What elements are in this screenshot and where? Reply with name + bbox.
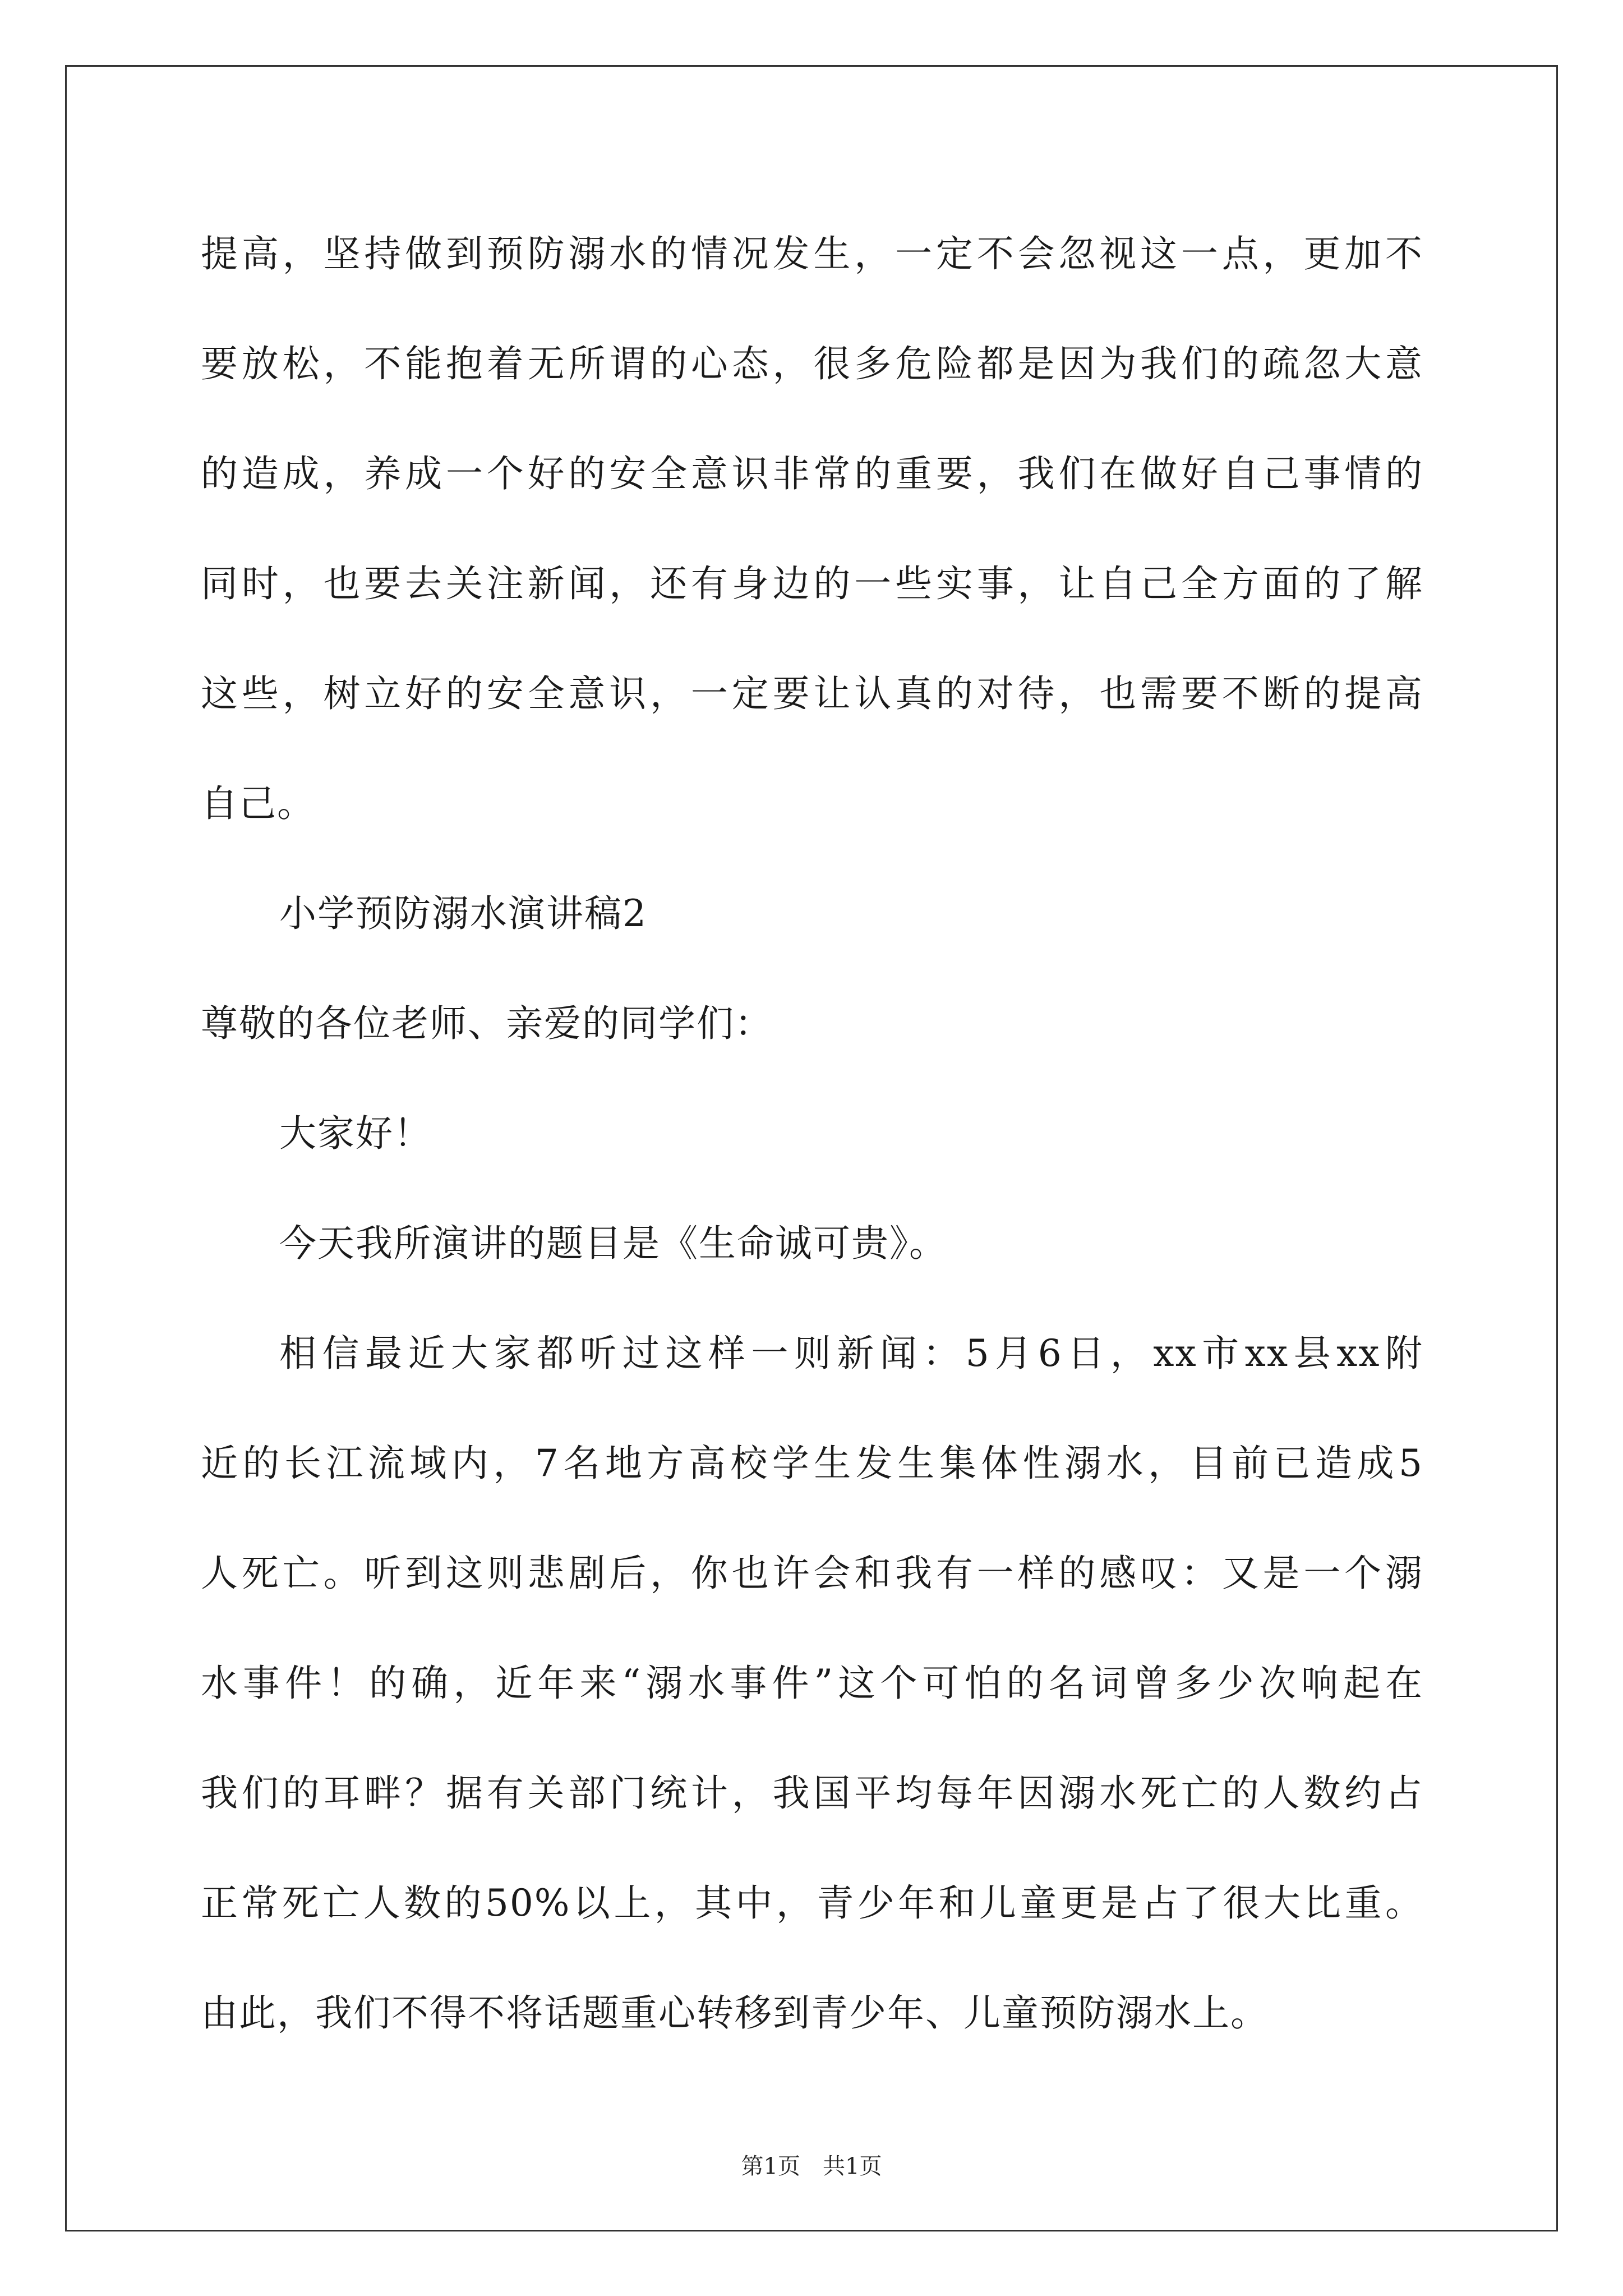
salutation: 尊敬的各位老师、亲爱的同学们： (201, 1002, 773, 1045)
paragraph-line: 由此，我们不得不将话题重心转移到青少年、儿童预防溺水上。 (201, 1991, 1269, 2035)
paragraph-line: 自己。 (201, 782, 315, 825)
paragraph-line: 的造成，养成一个好的安全意识非常的重要，我们在做好自己事情的 (201, 452, 1423, 495)
greeting: 大家好！ (279, 1112, 432, 1155)
section-title: 小学预防溺水演讲稿2 (279, 892, 647, 935)
paragraph-line: 今天我所演讲的题目是《生命诚可贵》。 (279, 1222, 947, 1265)
paragraph-line: 正常死亡人数的50%以上，其中，青少年和儿童更是占了很大比重。 (201, 1881, 1423, 1925)
paragraph-line: 水事件！的确，近年来“溺水事件”这个可怕的名词曾多少次响起在 (201, 1662, 1423, 1705)
paragraph-line: 我们的耳畔？据有关部门统计，我国平均每年因溺水死亡的人数约占 (201, 1772, 1423, 1815)
page-footer: 第1页 共1页 (741, 2154, 882, 2179)
paragraph-line: 同时，也要去关注新闻，还有身边的一些实事，让自己全方面的了解 (201, 562, 1423, 605)
document-body (201, 199, 1423, 2068)
paragraph-line: 相信最近大家都听过这样一则新闻：5月6日，xx市xx县xx附 (279, 1332, 1423, 1375)
paragraph-line: 提高，坚持做到预防溺水的情况发生，一定不会忽视这一点，更加不 (201, 232, 1423, 275)
paragraph-line: 这些，树立好的安全意识，一定要让认真的对待，也需要不断的提高 (201, 672, 1423, 715)
paragraph-line: 人死亡。听到这则悲剧后，你也许会和我有一样的感叹：又是一个溺 (201, 1552, 1423, 1595)
paragraph-line: 近的长江流域内，7名地方高校学生发生集体性溺水，目前已造成5 (201, 1442, 1423, 1485)
paragraph-line: 要放松，不能抱着无所谓的心态，很多危险都是因为我们的疏忽大意 (201, 342, 1423, 385)
